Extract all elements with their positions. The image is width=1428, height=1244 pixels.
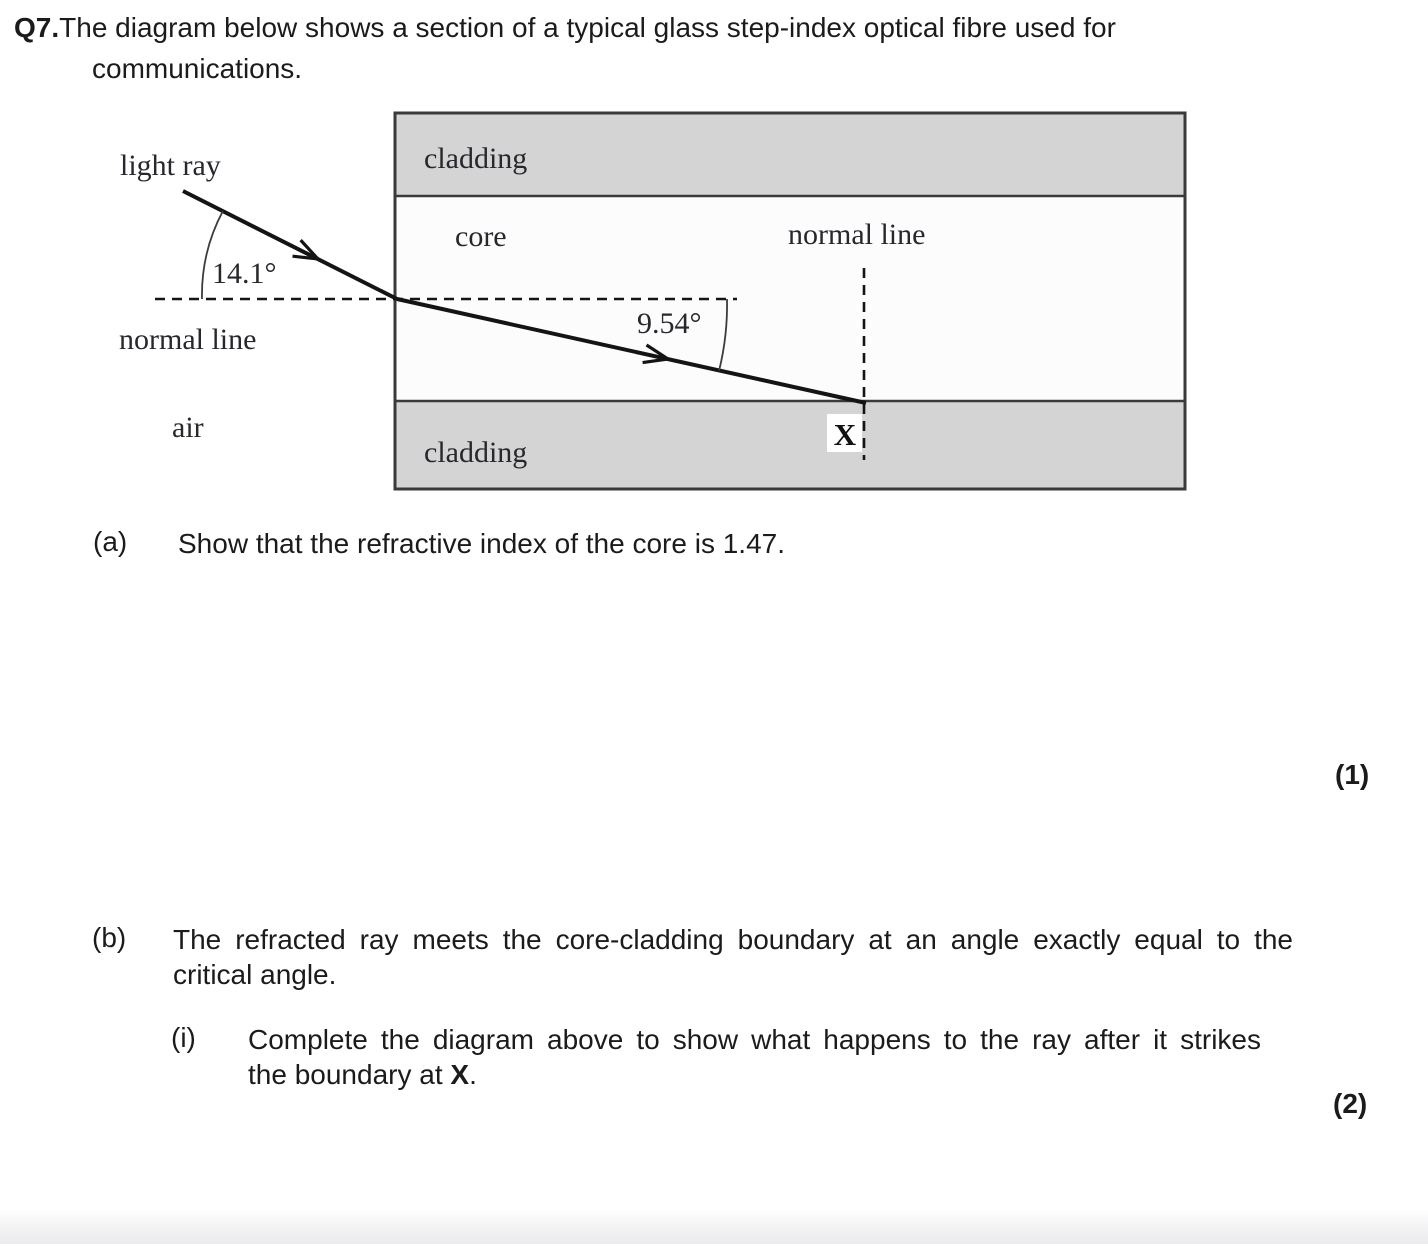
normal-line-left-label: normal line	[119, 323, 257, 356]
part-b-i-line2	[248, 1057, 1261, 1092]
question-intro-line1	[14, 12, 1116, 44]
question-number: Q7.	[14, 12, 60, 43]
page-bottom-shadow	[0, 1210, 1428, 1244]
core-label: core	[455, 220, 507, 253]
air-label: air	[172, 411, 204, 444]
part-b-i-line2-after: .	[469, 1059, 477, 1090]
incidence-angle-label: 14.1°	[212, 257, 277, 290]
question-intro-text: The diagram below shows a section of a typical glass step-index optical fibre used for	[59, 12, 1116, 43]
point-x-label: X	[833, 417, 857, 452]
part-b-label: (b)	[92, 922, 127, 953]
cladding-top-label: cladding	[424, 142, 528, 175]
part-b-i-line1: Complete the diagram above to show what happens to the ray after it strikes	[248, 1024, 1261, 1055]
cladding-bottom-label: cladding	[424, 436, 528, 469]
part-b-text	[173, 922, 1293, 992]
part-b-line1: The refracted ray meets the core-cladding boundary at an angle exactly equal to the	[173, 924, 1293, 955]
part-b-i-label: (i)	[171, 1022, 196, 1053]
part-b-i-text	[248, 1022, 1261, 1092]
part-b-i-line2-x: X	[450, 1059, 470, 1090]
optical-fibre-diagram	[0, 95, 1428, 505]
question-intro-line2: communications.	[92, 53, 303, 84]
light-ray-label: light ray	[120, 149, 221, 182]
part-a-label: (a)	[93, 526, 128, 557]
part-b-i-line2-before: the boundary at	[248, 1059, 451, 1090]
part-a-text: Show that the refractive index of the core is 1.47.	[178, 528, 786, 559]
refraction-angle-label: 9.54°	[637, 307, 702, 340]
part-b-i-marks: (2)	[1333, 1088, 1368, 1119]
part-b-line2: critical angle.	[173, 959, 337, 990]
normal-line-right-label: normal line	[788, 218, 926, 251]
part-a-marks: (1)	[1335, 759, 1370, 790]
